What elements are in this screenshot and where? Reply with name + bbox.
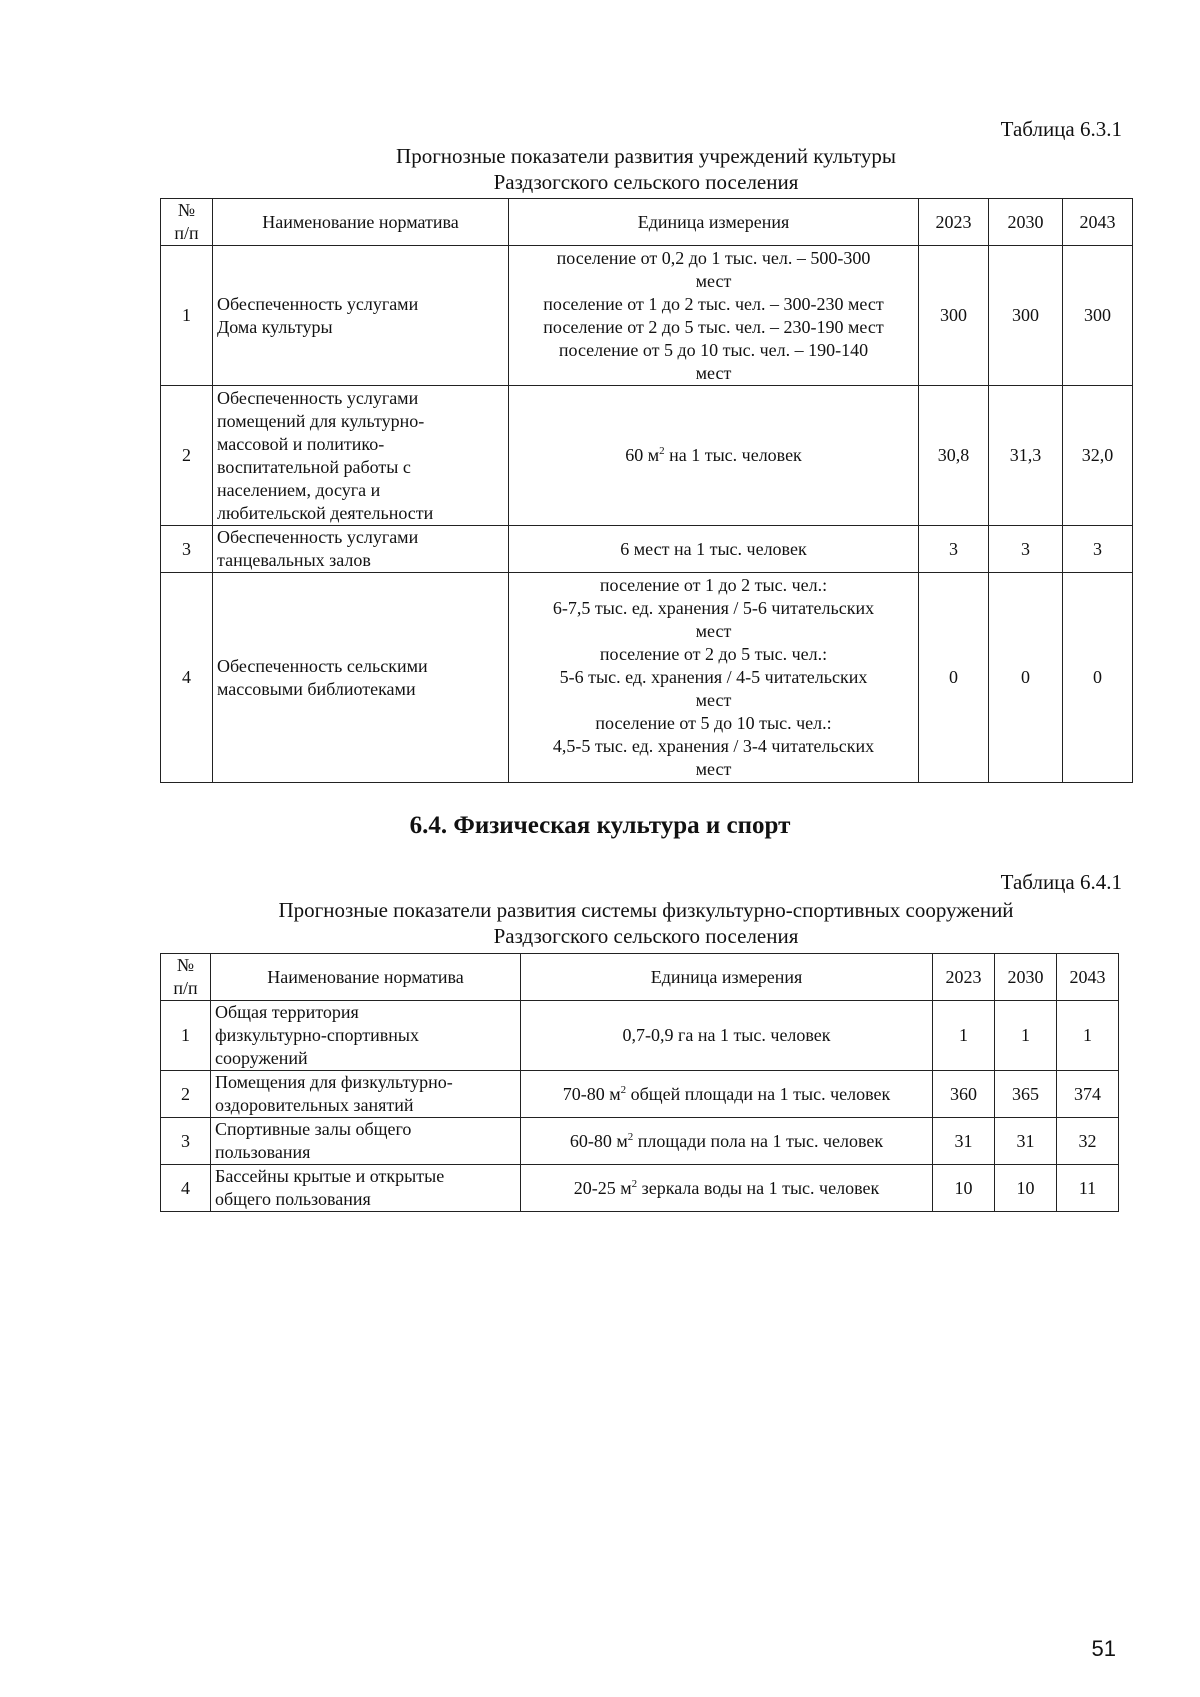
header-line: п/п: [173, 978, 198, 998]
cell-value: 365: [995, 1071, 1057, 1118]
col-header-year: 2030: [989, 199, 1063, 246]
col-header-unit: Единица измерения: [509, 199, 919, 246]
cell-value: 300: [989, 246, 1063, 386]
cell-value: 300: [1063, 246, 1133, 386]
caption-line: Раздзогского сельского поселения: [493, 170, 799, 194]
cell-unit: [509, 246, 919, 386]
table-row: [161, 1165, 1119, 1212]
header-line: №: [176, 955, 195, 975]
cell-value: 32,0: [1063, 386, 1133, 526]
col-header-name: Наименование норматива: [211, 954, 521, 1001]
sport-facilities-table: [160, 953, 1119, 1212]
text-line: поселение от 2 до 5 тыс. чел. – 230-190 мест: [543, 316, 884, 337]
text-line: помещений для культурно-: [217, 410, 425, 431]
cell-num: 2: [161, 1071, 211, 1118]
text-line: 5-6 тыс. ед. хранения / 4-5 читательских: [559, 667, 868, 687]
cell-name: [213, 526, 509, 573]
unit-superscript: 2: [659, 445, 665, 457]
cell-value: 300: [919, 246, 989, 386]
text-line: Обеспеченность услугами: [217, 293, 419, 314]
unit-text: на 1 тыс. человек: [664, 445, 802, 465]
cell-unit: [509, 526, 919, 573]
cell-unit: [521, 1071, 933, 1118]
col-header-year: 2023: [933, 954, 995, 1001]
cell-value: 11: [1057, 1165, 1119, 1212]
unit-text: площади пола на 1 тыс. человек: [633, 1130, 884, 1151]
table-label: Таблица 6.3.1: [1000, 117, 1122, 141]
cell-name: [211, 1118, 521, 1165]
cell-value: 31: [995, 1118, 1057, 1165]
text-line: 6 мест на 1 тыс. человек: [620, 538, 807, 559]
col-header-unit: Единица измерения: [521, 954, 933, 1001]
page-number: 51: [1091, 1636, 1116, 1661]
cell-num: 1: [161, 246, 213, 386]
cell-value: 31,3: [989, 386, 1063, 526]
table-caption: [160, 897, 1132, 949]
text-line: Обеспеченность сельскими: [217, 655, 428, 676]
culture-indicators-table: [160, 198, 1133, 783]
text-line: поселение от 0,2 до 1 тыс. чел. – 500-300: [556, 247, 871, 268]
text-line: Общая территория: [215, 1002, 359, 1022]
section-heading: 6.4. Физическая культура и спорт: [409, 812, 791, 839]
unit-text: 60-80 м: [569, 1130, 628, 1151]
unit-superscript: 2: [627, 1130, 634, 1143]
cell-name: [213, 246, 509, 386]
unit-superscript: 2: [631, 1177, 638, 1190]
table-row: [161, 386, 1133, 526]
col-header-year: 2023: [919, 199, 989, 246]
cell-value: 30,8: [919, 386, 989, 526]
cell-value: 3: [1063, 526, 1133, 573]
col-header-name: Наименование норматива: [213, 199, 509, 246]
col-header-num: [161, 199, 213, 246]
cell-value: 10: [933, 1165, 995, 1212]
col-header-num: [161, 954, 211, 1001]
cell-unit: [509, 573, 919, 783]
cell-num: 3: [161, 526, 213, 573]
text-line: мест: [695, 621, 732, 641]
text-line: Обеспеченность услугами: [217, 527, 419, 547]
col-header-year: 2030: [995, 954, 1057, 1001]
cell-name: [211, 1165, 521, 1212]
text-line: поселение от 5 до 10 тыс. чел. – 190-140: [558, 339, 869, 360]
unit-text: 70-80 м: [562, 1083, 621, 1104]
text-line: Бассейны крытые и открытые: [215, 1166, 445, 1186]
cell-value: 360: [933, 1071, 995, 1118]
cell-name: [211, 1071, 521, 1118]
text-line: 4,5-5 тыс. ед. хранения / 3-4 читательских: [552, 736, 875, 756]
table-caption: [160, 143, 1132, 195]
text-line: мест: [695, 690, 732, 710]
cell-num: 4: [161, 1165, 211, 1212]
cell-name: [211, 1001, 521, 1071]
cell-name: [213, 386, 509, 526]
cell-value: 31: [933, 1118, 995, 1165]
caption-line: Раздзогского сельского поселения: [493, 924, 799, 948]
text-line: мест: [695, 362, 732, 383]
unit-text: 60 м: [625, 445, 660, 465]
text-line: оздоровительных занятий: [215, 1095, 414, 1115]
text-line: любительской деятельности: [217, 502, 434, 523]
text-line: 6-7,5 тыс. ед. хранения / 5-6 читательских: [552, 598, 875, 618]
caption-line: Прогнозные показатели развития системы физкультурно-спортивных сооружений: [278, 898, 1014, 922]
text-line: массовыми библиотеками: [217, 678, 416, 699]
cell-value: 10: [995, 1165, 1057, 1212]
cell-num: 2: [161, 386, 213, 526]
cell-value: 1: [933, 1001, 995, 1071]
text-line: общего пользования: [215, 1189, 371, 1209]
cell-value: 1: [1057, 1001, 1119, 1071]
text-line: поселение от 1 до 2 тыс. чел. – 300-230 мест: [543, 293, 884, 314]
unit-text: общей площади на 1 тыс. человек: [626, 1083, 891, 1104]
cell-name: [213, 573, 509, 783]
cell-value: 0: [1063, 573, 1133, 783]
table-row: [161, 1071, 1119, 1118]
caption-line: Прогнозные показатели развития учреждений культуры: [396, 144, 896, 168]
cell-num: 3: [161, 1118, 211, 1165]
text-line: поселение от 1 до 2 тыс. чел.:: [599, 575, 828, 595]
cell-value: 374: [1057, 1071, 1119, 1118]
cell-unit: [521, 1118, 933, 1165]
table-row: [161, 246, 1133, 386]
text-line: физкультурно-спортивных: [215, 1025, 419, 1045]
text-line: пользования: [215, 1142, 311, 1162]
table-row: [161, 1118, 1119, 1165]
text-line: Помещения для физкультурно-: [215, 1072, 453, 1092]
unit-superscript: 2: [620, 1083, 627, 1096]
cell-value: 0: [919, 573, 989, 783]
text-line: сооружений: [215, 1048, 308, 1068]
text-line: Спортивные залы общего: [215, 1119, 412, 1139]
text-line: мест: [695, 270, 732, 291]
unit-text: зеркала воды на 1 тыс. человек: [637, 1177, 880, 1198]
text-line: танцевальных залов: [217, 550, 371, 570]
table-row: [161, 573, 1133, 783]
text-line: массовой и политико-: [217, 433, 385, 454]
cell-num: 4: [161, 573, 213, 783]
table-row: [161, 526, 1133, 573]
cell-value: 1: [995, 1001, 1057, 1071]
cell-unit: [509, 386, 919, 526]
cell-value: 3: [989, 526, 1063, 573]
table-label: Таблица 6.4.1: [1000, 870, 1122, 894]
cell-num: 1: [161, 1001, 211, 1071]
header-line: п/п: [174, 223, 199, 243]
cell-unit: [521, 1165, 933, 1212]
unit-text: 0,7-0,9 га на 1 тыс. человек: [622, 1025, 831, 1045]
cell-value: 32: [1057, 1118, 1119, 1165]
cell-value: 0: [989, 573, 1063, 783]
text-line: поселение от 5 до 10 тыс. чел.:: [595, 713, 832, 733]
text-line: мест: [695, 759, 732, 779]
text-line: населением, досуга и: [217, 479, 381, 500]
cell-unit: [521, 1001, 933, 1071]
cell-value: 3: [919, 526, 989, 573]
unit-text: 20-25 м: [573, 1177, 632, 1198]
table-header-row: [161, 199, 1133, 246]
col-header-year: 2043: [1063, 199, 1133, 246]
text-line: воспитательной работы с: [217, 456, 411, 477]
text-line: Обеспеченность услугами: [217, 387, 419, 408]
table-row: [161, 1001, 1119, 1071]
table-header-row: [161, 954, 1119, 1001]
text-line: поселение от 2 до 5 тыс. чел.:: [599, 644, 828, 664]
col-header-year: 2043: [1057, 954, 1119, 1001]
header-line: №: [177, 200, 196, 220]
text-line: Дома культуры: [217, 316, 333, 337]
